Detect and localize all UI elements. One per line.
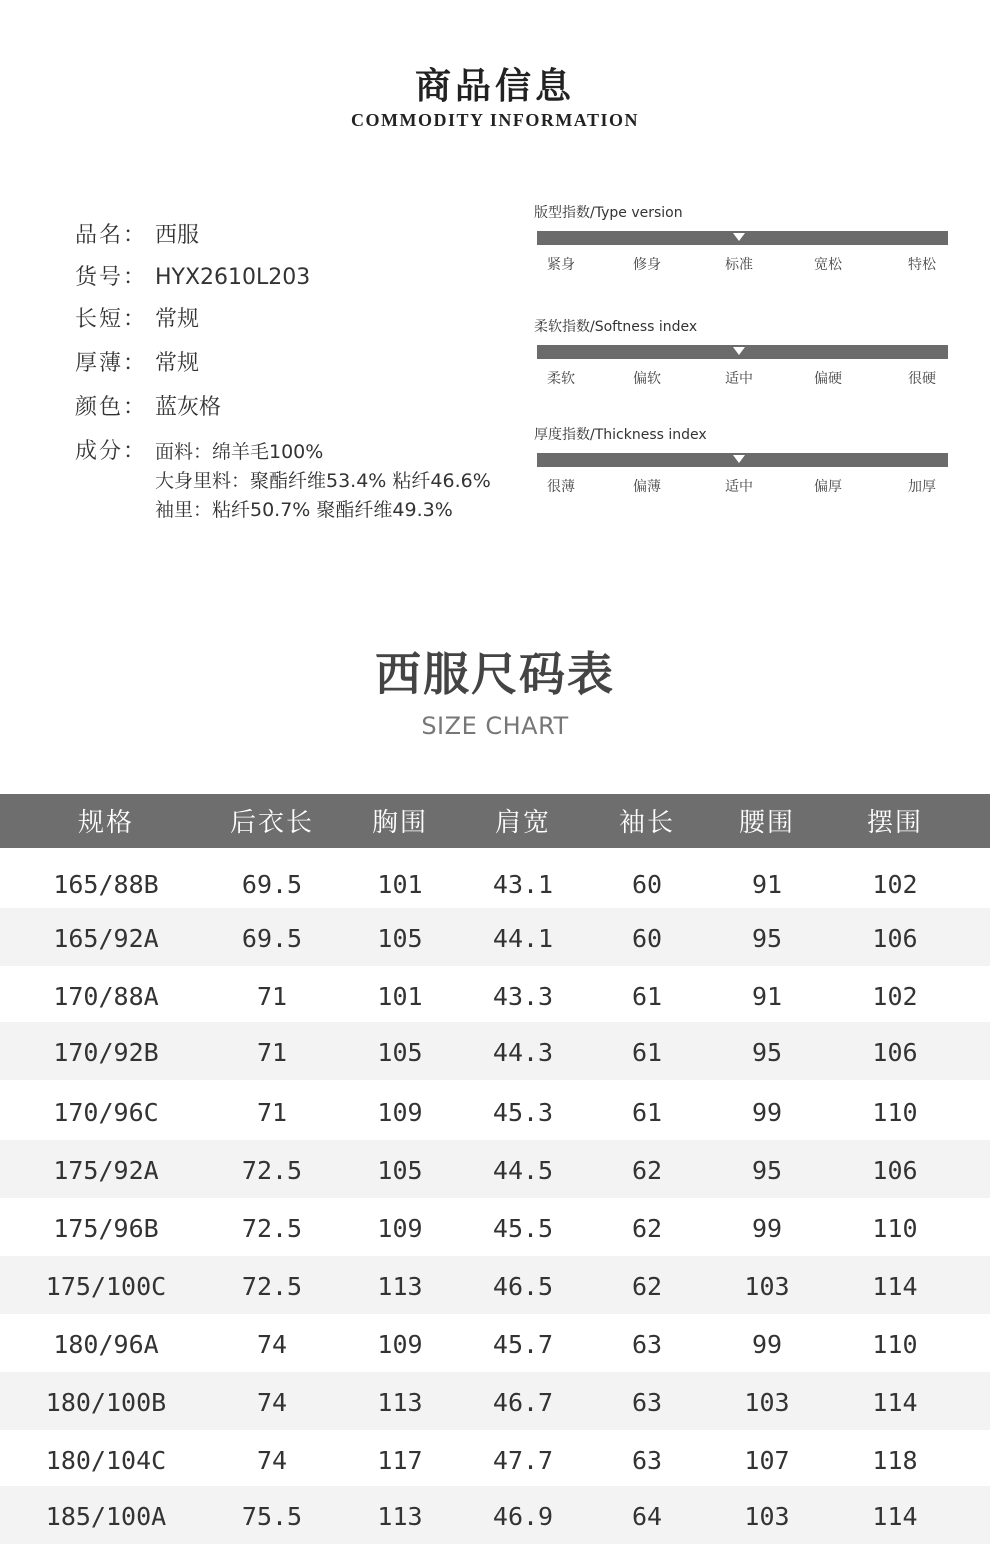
- cell-spec: 180/104C: [45, 1446, 167, 1475]
- cell-back-length: 74: [256, 1388, 288, 1417]
- table-row: [0, 1022, 990, 1080]
- info-value: 面料：绵羊毛100%: [155, 441, 324, 463]
- cell-chest: 105: [377, 924, 423, 953]
- cell-chest: 105: [377, 1156, 423, 1185]
- index-label: 加厚: [908, 479, 936, 495]
- info-row-sku: [75, 260, 310, 291]
- cell-spec: 170/88A: [53, 982, 159, 1011]
- info-row-thickness: [75, 346, 199, 377]
- header-chest: 胸围: [371, 808, 428, 838]
- cell-spec: 165/88B: [53, 870, 159, 899]
- index-title: 版型指数/Type version: [534, 205, 683, 221]
- index-label: 很硬: [908, 371, 936, 387]
- cell-waist: 91: [751, 870, 783, 899]
- cell-back-length: 74: [256, 1446, 288, 1475]
- table-row: [0, 966, 990, 1024]
- table-row: [0, 1082, 990, 1140]
- cell-spec: 175/100C: [45, 1272, 167, 1301]
- info-value: 蓝灰格: [155, 395, 222, 420]
- cell-back-length: 71: [256, 982, 288, 1011]
- index-label: 很薄: [547, 479, 575, 495]
- header-sleeve: 袖长: [618, 808, 675, 838]
- table-row: [0, 908, 990, 966]
- table-row: [0, 1372, 990, 1430]
- table-row: [0, 1430, 990, 1488]
- cell-spec: 180/96A: [53, 1330, 159, 1359]
- cell-waist: 99: [751, 1214, 783, 1243]
- cell-hem: 106: [872, 924, 918, 953]
- cell-back-length: 69.5: [241, 924, 303, 953]
- info-label: 货号：: [75, 265, 148, 290]
- cell-waist: 95: [751, 1038, 783, 1067]
- cell-hem: 118: [872, 1446, 918, 1475]
- cell-shoulder: 43.1: [492, 870, 554, 899]
- cell-back-length: 72.5: [241, 1214, 303, 1243]
- cell-chest: 117: [377, 1446, 423, 1475]
- index-label: 紧身: [547, 257, 575, 273]
- info-row-name: [75, 218, 199, 249]
- cell-back-length: 71: [256, 1038, 288, 1067]
- info-label: 成分：: [75, 439, 148, 464]
- index-label: 柔软: [547, 371, 575, 387]
- cell-sleeve: 63: [631, 1330, 663, 1359]
- info-value: 常规: [155, 307, 200, 332]
- cell-chest: 101: [377, 982, 423, 1011]
- cell-spec: 170/92B: [53, 1038, 159, 1067]
- info-value: 常规: [155, 351, 200, 376]
- cell-back-length: 72.5: [241, 1156, 303, 1185]
- cell-shoulder: 46.7: [492, 1388, 554, 1417]
- table-row: [0, 1140, 990, 1198]
- cell-sleeve: 63: [631, 1388, 663, 1417]
- composition-lining: 大身里料：聚酯纤维53.4% 粘纤46.6%: [155, 470, 491, 492]
- table-row: [0, 1486, 990, 1544]
- size-chart-title: 西服尺码表: [375, 647, 615, 701]
- cell-hem: 110: [872, 1214, 918, 1243]
- header-shoulder: 肩宽: [494, 808, 551, 838]
- page-title: 商品信息: [414, 66, 575, 107]
- cell-hem: 114: [872, 1388, 918, 1417]
- cell-hem: 114: [872, 1502, 918, 1531]
- index-label: 适中: [725, 371, 753, 387]
- cell-shoulder: 45.5: [492, 1214, 554, 1243]
- composition-sleeve-lining: 袖里：粘纤50.7% 聚酯纤维49.3%: [155, 499, 453, 521]
- index-bar: [537, 345, 948, 359]
- cell-shoulder: 44.5: [492, 1156, 554, 1185]
- cell-sleeve: 61: [631, 1098, 663, 1127]
- cell-shoulder: 44.3: [492, 1038, 554, 1067]
- cell-shoulder: 45.7: [492, 1330, 554, 1359]
- cell-back-length: 69.5: [241, 870, 303, 899]
- cell-sleeve: 63: [631, 1446, 663, 1475]
- cell-shoulder: 46.5: [492, 1272, 554, 1301]
- cell-spec: 175/96B: [53, 1214, 159, 1243]
- cell-waist: 95: [751, 924, 783, 953]
- cell-chest: 109: [377, 1330, 423, 1359]
- cell-waist: 103: [744, 1502, 790, 1531]
- cell-shoulder: 45.3: [492, 1098, 554, 1127]
- cell-hem: 106: [872, 1156, 918, 1185]
- info-label: 厚薄：: [75, 351, 148, 376]
- cell-waist: 103: [744, 1388, 790, 1417]
- index-bar: [537, 231, 948, 245]
- cell-waist: 107: [744, 1446, 790, 1475]
- index-title: 厚度指数/Thickness index: [534, 427, 707, 443]
- header-spec: 规格: [77, 808, 134, 838]
- cell-chest: 101: [377, 870, 423, 899]
- cell-waist: 99: [751, 1098, 783, 1127]
- index-label: 标准: [725, 257, 753, 273]
- cell-shoulder: 43.3: [492, 982, 554, 1011]
- info-label: 颜色：: [75, 395, 148, 420]
- cell-sleeve: 60: [631, 924, 663, 953]
- table-row: [0, 1256, 990, 1314]
- cell-waist: 99: [751, 1330, 783, 1359]
- cell-waist: 95: [751, 1156, 783, 1185]
- index-label: 修身: [633, 257, 661, 273]
- info-value: HYX2610L203: [155, 265, 311, 290]
- info-value: 西服: [155, 223, 200, 248]
- info-label: 长短：: [75, 307, 148, 332]
- page-subtitle: COMMODITY INFORMATION: [351, 110, 639, 130]
- cell-back-length: 75.5: [241, 1502, 303, 1531]
- index-label: 宽松: [814, 257, 842, 273]
- cell-waist: 103: [744, 1272, 790, 1301]
- index-label: 偏薄: [633, 479, 661, 495]
- table-row: [0, 1314, 990, 1372]
- cell-spec: 175/92A: [53, 1156, 159, 1185]
- index-bar: [537, 453, 948, 467]
- index-marker-icon: [733, 233, 745, 241]
- cell-chest: 109: [377, 1214, 423, 1243]
- index-label: 适中: [725, 479, 753, 495]
- cell-sleeve: 62: [631, 1214, 663, 1243]
- cell-spec: 185/100A: [45, 1502, 167, 1531]
- cell-chest: 113: [377, 1388, 423, 1417]
- cell-hem: 106: [872, 1038, 918, 1067]
- index-title: 柔软指数/Softness index: [534, 319, 698, 335]
- table-row: [0, 1198, 990, 1256]
- cell-spec: 170/96C: [53, 1098, 159, 1127]
- index-label: 特松: [908, 257, 936, 273]
- cell-chest: 105: [377, 1038, 423, 1067]
- cell-chest: 113: [377, 1272, 423, 1301]
- size-chart-subtitle: SIZE CHART: [421, 712, 569, 740]
- cell-hem: 110: [872, 1330, 918, 1359]
- cell-back-length: 72.5: [241, 1272, 303, 1301]
- cell-hem: 102: [872, 870, 918, 899]
- cell-shoulder: 44.1: [492, 924, 554, 953]
- info-label: 品名：: [75, 223, 148, 248]
- header-hem: 摆围: [866, 808, 923, 838]
- header-back-length: 后衣长: [229, 808, 314, 838]
- cell-shoulder: 47.7: [492, 1446, 554, 1475]
- table-row: [0, 854, 990, 912]
- cell-sleeve: 62: [631, 1272, 663, 1301]
- header-waist: 腰围: [738, 808, 795, 838]
- info-row-length: [75, 302, 199, 333]
- cell-spec: 165/92A: [53, 924, 159, 953]
- cell-hem: 102: [872, 982, 918, 1011]
- size-table-header: [0, 794, 990, 848]
- cell-back-length: 71: [256, 1098, 288, 1127]
- cell-sleeve: 61: [631, 982, 663, 1011]
- info-row-color: [75, 390, 221, 421]
- index-label: 偏软: [633, 371, 661, 387]
- index-label: 偏硬: [814, 371, 842, 387]
- cell-spec: 180/100B: [45, 1388, 167, 1417]
- cell-shoulder: 46.9: [492, 1502, 554, 1531]
- cell-back-length: 74: [256, 1330, 288, 1359]
- cell-sleeve: 62: [631, 1156, 663, 1185]
- cell-sleeve: 61: [631, 1038, 663, 1067]
- cell-hem: 114: [872, 1272, 918, 1301]
- cell-chest: 109: [377, 1098, 423, 1127]
- index-marker-icon: [733, 455, 745, 463]
- index-marker-icon: [733, 347, 745, 355]
- cell-sleeve: 60: [631, 870, 663, 899]
- index-label: 偏厚: [814, 479, 842, 495]
- cell-waist: 91: [751, 982, 783, 1011]
- cell-hem: 110: [872, 1098, 918, 1127]
- cell-sleeve: 64: [631, 1502, 663, 1531]
- cell-chest: 113: [377, 1502, 423, 1531]
- info-row-composition: [75, 434, 323, 465]
